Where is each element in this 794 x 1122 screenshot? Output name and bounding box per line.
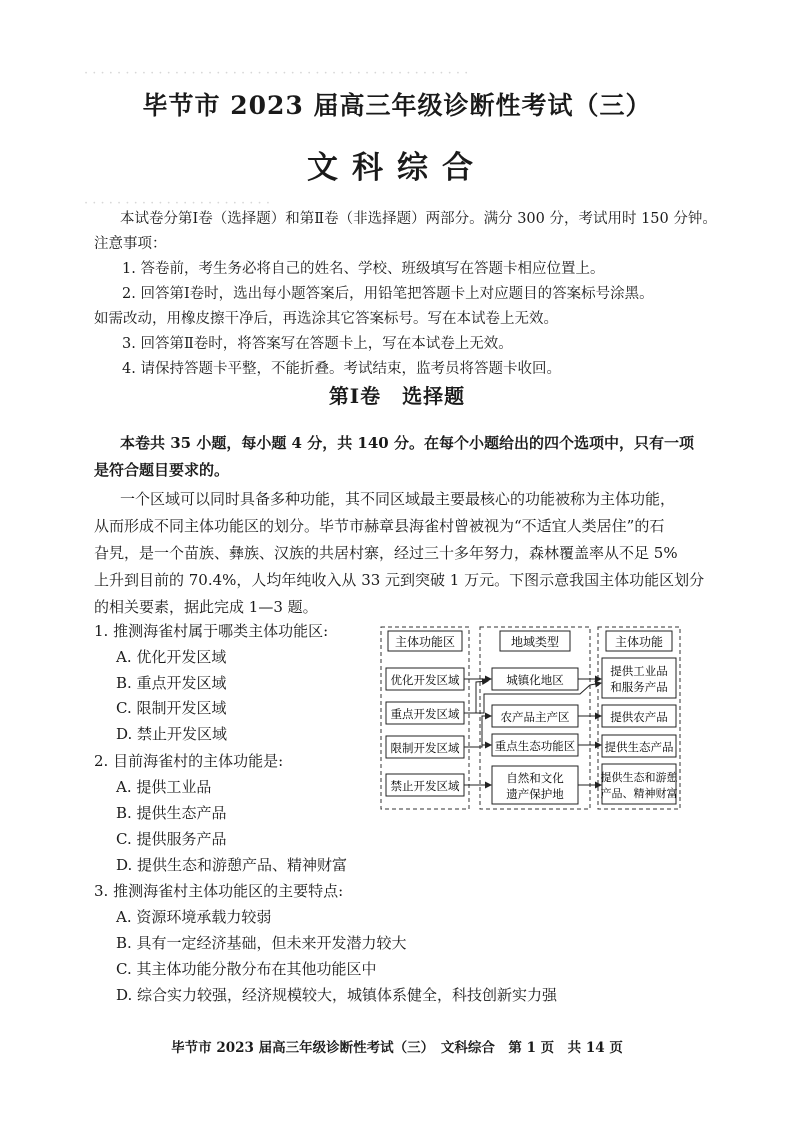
notice-item-2: 2. 回答第Ⅰ卷时，选出每小题答案后，用铅笔把答题卡上对应题目的答案标号涂黑。 [122,286,654,302]
notice-item-1: 1. 答卷前，考生务必将自己的姓名、学校、班级填写在答题卡相应位置上。 [122,261,605,277]
function-industrial-1: 提供工业品 [610,664,668,678]
section-desc-line2: 是符合题目要求的。 [94,461,230,479]
section-desc-line1: 本卷共 35 小题，每小题 4 分，共 140 分。在每个小题给出的四个选项中，只有一项 [120,434,694,452]
page-footer: 毕节市 2023 届高三年级诊断性考试（三） 文科综合 第 1 页 共 14 页 [171,1040,623,1056]
col3-header: 主体功能 [614,635,664,649]
question-3-stem: 3. 推测海雀村主体功能区的主要特点: [94,882,344,900]
zone-prohibit: 禁止开发区域 [390,779,460,793]
question-2-option-b: B. 提供生态产品 [116,804,227,822]
passage-line-5: 的相关要素，据此完成 1—3 题。 [94,598,318,616]
function-eco: 提供生态产品 [604,740,674,754]
type-urban: 城镇化地区 [506,673,564,687]
question-2-option-a: A. 提供工业品 [116,778,212,796]
question-1-stem: 1. 推测海雀村属于哪类主体功能区: [94,622,329,640]
question-1-option-c: C. 限制开发区域 [116,699,227,717]
question-3-option-a: A. 资源环境承载力较弱 [116,908,272,926]
passage-line-2: 从而形成不同主体功能区的划分。毕节市赫章县海雀村曾被视为“不适宜人类居住”的石 [94,517,665,535]
function-recreation-2: 产品、精神财富 [600,787,678,800]
notice-item-2-cont: 如需改动，用橡皮擦干净后，再选涂其它答案标号。写在本试卷上无效。 [94,311,558,327]
function-agri: 提供农产品 [610,710,668,724]
notice-label: 注意事项： [94,236,167,252]
question-3-option-d: D. 综合实力较强，经济规模较大，城镇体系健全，科技创新实力强 [116,986,558,1004]
question-3-option-c: C. 其主体功能分散分布在其他功能区中 [116,960,377,978]
question-2-option-c: C. 提供服务产品 [116,830,227,848]
function-industrial-2: 和服务产品 [610,680,668,694]
function-recreation-1: 提供生态和游憩 [600,771,678,784]
passage-line-3: 旮旯，是一个苗族、彝族、汉族的共居村寨，经过三十多年努力，森林覆盖率从不足 5% [94,544,678,562]
zone-restrict: 限制开发区域 [390,741,460,755]
function-zone-diagram [380,626,682,810]
passage-line-4: 上升到目前的 70.4%，人均年纯收入从 33 元到突破 1 万元。下图示意我国主体功能区划分 [94,571,705,589]
bleed-through-text: · · · · · · · · · · · · · · · · · · · · · · · [84,196,270,211]
question-1-option-a: A. 优化开发区域 [116,648,227,666]
passage-line-1: 一个区域可以同时具备多种功能，其不同区域最主要最核心的功能被称为主体功能， [120,490,676,508]
question-2-option-d: D. 提供生态和游憩产品、精神财富 [116,856,348,874]
zone-key: 重点开发区域 [390,707,460,721]
notice-item-4: 4. 请保持答题卡平整，不能折叠。考试结束，监考员将答题卡收回。 [122,361,561,377]
bleed-through-text: · · · · · · · · · · · · · · · · · · · · · · · · · · · · · · · · · · · · · · · · · · · · · · · [84,66,469,81]
type-eco: 重点生态功能区 [494,739,576,753]
type-agri: 农产品主产区 [500,710,570,724]
question-3-option-b: B. 具有一定经济基础，但未来开发潜力较大 [116,934,407,952]
zone-optimize: 优化开发区域 [390,673,460,687]
exam-title: 毕节市 2023 届高三年级诊断性考试（三） [142,91,652,120]
question-2-stem: 2. 目前海雀村的主体功能是: [94,752,284,770]
question-1-option-b: B. 重点开发区域 [116,674,227,692]
section-title: 第Ⅰ卷 选择题 [328,384,466,408]
question-1-option-d: D. 禁止开发区域 [116,725,228,743]
col1-header: 主体功能区 [394,635,456,649]
exam-subject: 文科综合 [307,150,487,186]
type-heritage-2: 遗产保护地 [506,787,564,801]
col2-header: 地域类型 [510,635,560,649]
notice-item-3: 3. 回答第Ⅱ卷时，将答案写在答题卡上，写在本试卷上无效。 [122,336,513,352]
instructions-intro: 本试卷分第Ⅰ卷（选择题）和第Ⅱ卷（非选择题）两部分。满分 300 分，考试用时 150 分钟。 [120,211,717,227]
type-heritage-1: 自然和文化 [506,771,564,785]
